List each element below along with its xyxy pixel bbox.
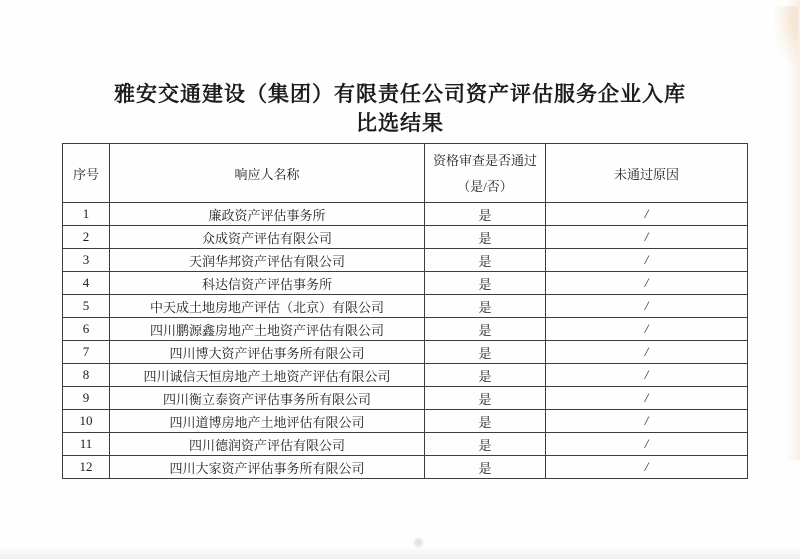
fail-reason: / xyxy=(546,249,748,272)
fail-reason: / xyxy=(546,410,748,433)
table-row xyxy=(63,433,748,456)
table-row xyxy=(63,295,748,318)
company-name: 四川诚信天恒房地产土地资产评估有限公司 xyxy=(110,364,425,387)
qualification-passed: 是 xyxy=(425,249,546,272)
qualification-passed: 是 xyxy=(425,364,546,387)
qualification-passed: 是 xyxy=(425,341,546,364)
scan-artifact-right-edge xyxy=(786,0,800,460)
table-row xyxy=(63,456,748,479)
header-qualification xyxy=(425,144,546,203)
row-index: 1 xyxy=(63,203,110,226)
fail-reason: / xyxy=(546,341,748,364)
company-name: 中天成土地房地产评估（北京）有限公司 xyxy=(110,295,425,318)
header-respondent-name: 响应人名称 xyxy=(110,144,425,203)
company-name: 四川衡立泰资产评估事务所有限公司 xyxy=(110,387,425,410)
row-index: 3 xyxy=(63,249,110,272)
qualification-passed: 是 xyxy=(425,456,546,479)
row-index: 12 xyxy=(63,456,110,479)
header-qualification-line1: 资格审查是否通过 xyxy=(432,153,537,168)
row-index: 6 xyxy=(63,318,110,341)
table-row xyxy=(63,272,748,295)
table-row xyxy=(63,364,748,387)
company-name: 天润华邦资产评估有限公司 xyxy=(110,249,425,272)
qualification-passed: 是 xyxy=(425,203,546,226)
scan-artifact-bottom-edge xyxy=(0,546,800,559)
fail-reason: / xyxy=(546,456,748,479)
header-qualification-line2: （是/否） xyxy=(457,179,513,194)
results-table xyxy=(62,143,748,479)
fail-reason: / xyxy=(546,318,748,341)
fail-reason: / xyxy=(546,226,748,249)
document-title-line1: 雅安交通建设（集团）有限责任公司资产评估服务企业入库 xyxy=(114,82,686,106)
fail-reason: / xyxy=(546,203,748,226)
company-name: 科达信资产评估事务所 xyxy=(110,272,425,295)
row-index: 11 xyxy=(63,433,110,456)
qualification-passed: 是 xyxy=(425,387,546,410)
row-index: 8 xyxy=(63,364,110,387)
qualification-passed: 是 xyxy=(425,272,546,295)
row-index: 10 xyxy=(63,410,110,433)
qualification-passed: 是 xyxy=(425,410,546,433)
table-row xyxy=(63,226,748,249)
table-row xyxy=(63,410,748,433)
fail-reason: / xyxy=(546,364,748,387)
table-header-row xyxy=(63,144,748,203)
table-row xyxy=(63,249,748,272)
fail-reason: / xyxy=(546,272,748,295)
fail-reason: / xyxy=(546,387,748,410)
company-name: 四川大家资产评估事务所有限公司 xyxy=(110,456,425,479)
row-index: 4 xyxy=(63,272,110,295)
row-index: 9 xyxy=(63,387,110,410)
document-title xyxy=(0,80,800,138)
header-qualification-lines xyxy=(425,146,545,200)
qualification-passed: 是 xyxy=(425,318,546,341)
company-name: 四川道博房地产土地评估有限公司 xyxy=(110,410,425,433)
row-index: 2 xyxy=(63,226,110,249)
row-index: 5 xyxy=(63,295,110,318)
company-name: 众成资产评估有限公司 xyxy=(110,226,425,249)
table-row xyxy=(63,341,748,364)
document-title-line2: 比选结果 xyxy=(356,111,444,135)
company-name: 四川鹏源鑫房地产土地资产评估有限公司 xyxy=(110,318,425,341)
table-row xyxy=(63,318,748,341)
qualification-passed: 是 xyxy=(425,295,546,318)
fail-reason: / xyxy=(546,433,748,456)
table-row xyxy=(63,203,748,226)
company-name: 四川博大资产评估事务所有限公司 xyxy=(110,341,425,364)
qualification-passed: 是 xyxy=(425,433,546,456)
row-index: 7 xyxy=(63,341,110,364)
table-row xyxy=(63,387,748,410)
company-name: 四川德润资产评估有限公司 xyxy=(110,433,425,456)
header-fail-reason: 未通过原因 xyxy=(546,144,748,203)
table-body xyxy=(63,203,748,479)
qualification-passed: 是 xyxy=(425,226,546,249)
fail-reason: / xyxy=(546,295,748,318)
header-index: 序号 xyxy=(63,144,110,203)
company-name: 廉政资产评估事务所 xyxy=(110,203,425,226)
